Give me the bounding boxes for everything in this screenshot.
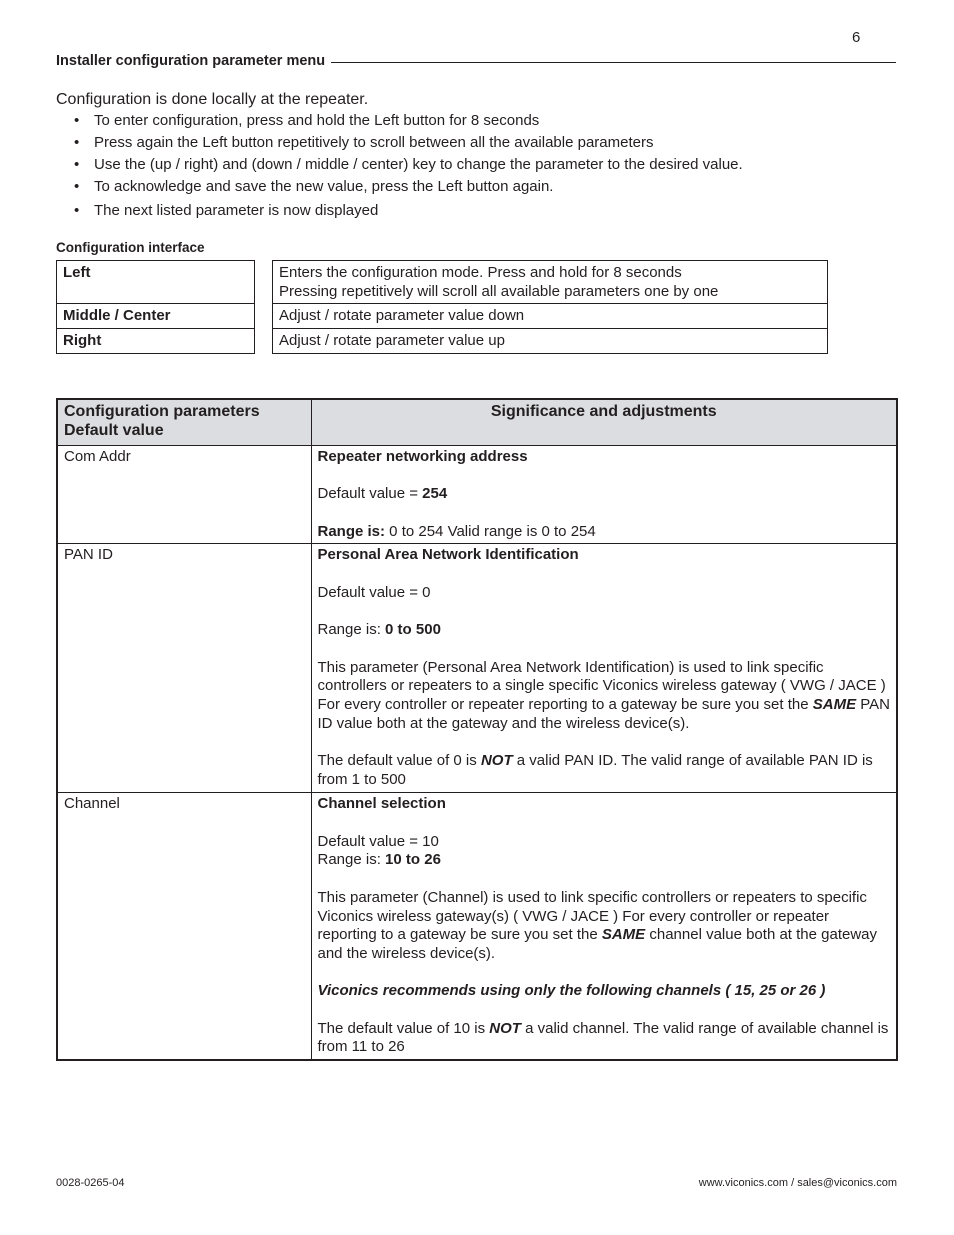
instruction-list xyxy=(74,110,894,222)
bullet-icon: • xyxy=(74,156,80,173)
doc-number: 0028-0265-04 xyxy=(56,1177,125,1189)
config-keys-table xyxy=(56,260,255,354)
list-item: • To enter configuration, press and hold the Left button for 8 seconds xyxy=(74,110,894,132)
header-parameters: Configuration parameters Default value xyxy=(57,399,311,446)
table-header-row xyxy=(57,399,897,446)
section-title: Installer configuration parameter menu xyxy=(56,53,331,69)
header-significance: Significance and adjustments xyxy=(311,399,897,446)
key-left-description: Enters the configuration mode. Press and hold for 8 seconds Pressing repetitively will scroll all available parameters one by one xyxy=(273,261,828,304)
bullet-icon: • xyxy=(74,112,80,129)
config-descriptions-table xyxy=(272,260,828,354)
parameters-table xyxy=(56,398,898,1061)
table-row xyxy=(57,792,897,1060)
bullet-icon: • xyxy=(74,202,80,219)
section-header xyxy=(56,53,896,73)
list-item: • Use the (up / right) and (down / middle / center) key to change the parameter to the desired value. xyxy=(74,154,894,176)
param-details: Personal Area Network Identification Default value = 0 Range is: 0 to 500 This parameter (Personal Area Network Identification) is used to link specific controllers or repeaters to a single specific Viconics wireless gateway ( VWG / JACE ) For every controller or repeater reporting to a gateway be sure you set the SAME PAN ID value both at the gateway and the wireless device(s). The default value of 0 is NOT a valid PAN ID. The valid range of available PAN ID is from 1 to 500 xyxy=(311,544,897,792)
key-middle-description: Adjust / rotate parameter value down xyxy=(273,304,828,329)
key-right: Right xyxy=(57,329,255,354)
param-name: Com Addr xyxy=(57,446,311,544)
param-details: Repeater networking address Default value = 254 Range is: 0 to 254 Valid range is 0 to 254 xyxy=(311,446,897,544)
intro-text: Configuration is done locally at the repeater. xyxy=(56,91,369,108)
table-row xyxy=(57,544,897,792)
list-item: • Press again the Left button repetitively to scroll between all the available parameters xyxy=(74,132,894,154)
table-row xyxy=(57,446,897,544)
config-interface-title: Configuration interface xyxy=(56,240,205,255)
key-right-description: Adjust / rotate parameter value up xyxy=(273,329,828,354)
footer-contact: www.viconics.com / sales@viconics.com xyxy=(698,1177,897,1189)
list-item: • The next listed parameter is now displayed xyxy=(74,200,894,222)
key-left: Left xyxy=(57,261,255,304)
page-number: 6 xyxy=(852,29,861,46)
param-name: PAN ID xyxy=(57,544,311,792)
list-item: • To acknowledge and save the new value, press the Left button again. xyxy=(74,176,894,198)
param-name: Channel xyxy=(57,792,311,1060)
param-details: Channel selection Default value = 10 Range is: 10 to 26 This parameter (Channel) is used to link specific controllers or repeaters to specific Viconics wireless gateway(s) ( VWG / JACE ) For every controller or repeater reporting to a gateway be sure you set the SAME channel value both at the gateway and the wireless device(s). Viconics recommends using only the following channels ( 15, 25 or 26 ) The default value of 10 is NOT a valid channel. The valid range of available channel is from 11 to 26 xyxy=(311,792,897,1060)
bullet-icon: • xyxy=(74,178,80,195)
key-middle-center: Middle / Center xyxy=(57,304,255,329)
bullet-icon: • xyxy=(74,134,80,151)
